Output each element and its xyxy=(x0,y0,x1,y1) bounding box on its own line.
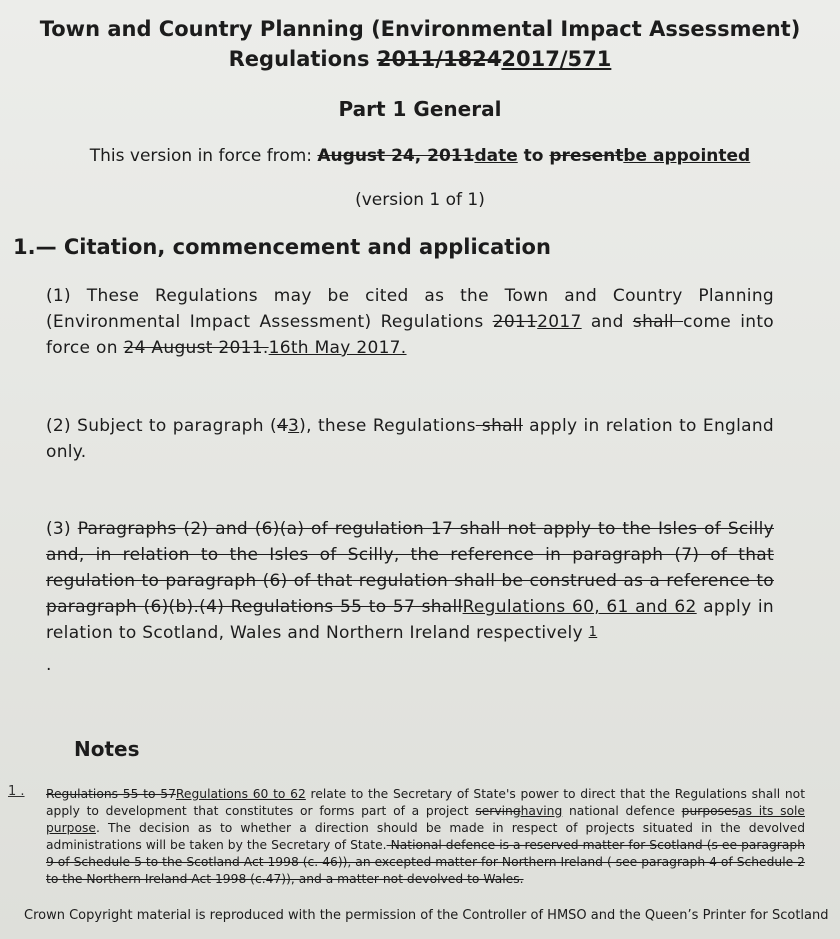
deleted-start-date: August 24, 2011 xyxy=(317,146,475,166)
inserted-end: be appointed xyxy=(623,146,751,166)
inserted-sole-purpose: as its sole purpose xyxy=(46,804,805,835)
document-title xyxy=(0,14,840,74)
para1-text: (1) These Regulations may be cited as the Town and Country Planning (Environmental Impact Assessment) Regulations xyxy=(46,286,774,332)
paragraph-3 xyxy=(46,516,774,646)
paragraph-2 xyxy=(46,413,774,465)
deleted-year: 2011 xyxy=(492,312,538,332)
deleted-date: 24 August 2011. xyxy=(123,338,269,358)
note-text-3: . The decision as to whether a direction should be made in respect of projects situated in the devolved administrations will be taken by the Secretary of State. xyxy=(46,821,805,852)
para2-apply: apply in relation to England only. xyxy=(46,416,775,462)
para1-and: and xyxy=(581,312,633,332)
inserted-regulations: Regulations 60 to 62 xyxy=(175,787,306,801)
note-1-text xyxy=(46,786,805,888)
version-label: (version 1 of 1) xyxy=(355,190,485,210)
stray-dot: . xyxy=(46,655,52,675)
title-line-2 xyxy=(0,44,840,74)
inserted-paragraph-number: 3 xyxy=(288,416,300,436)
note-text-2: national defence xyxy=(562,804,682,818)
note-number-link[interactable]: 1 . xyxy=(8,784,25,799)
deleted-shall: shall xyxy=(632,312,684,332)
copyright-notice: Crown Copyright material is reproduced with the permission of the Controller of HMSO and the Queen’s Printer for Scotland xyxy=(24,908,829,923)
inserted-year: 2017 xyxy=(537,312,582,332)
title-prefix: Regulations xyxy=(228,47,377,71)
deleted-national-defence: National defence is a reserved matter for Scotland (s ee paragraph 9 of Schedule 5 to the Scotland Act 1998 (c. 46)), an excepted matter for Northern Ireland ( see paragraph 4 of Schedule 2 to the Northern Ireland Act 1998 (c.47)), and a matter not devolved to Wales. xyxy=(46,838,805,886)
inserted-date: 16th May 2017. xyxy=(268,338,407,358)
title-deleted-number: 2011/1824 xyxy=(376,47,502,71)
deleted-paragraph-number: 4 xyxy=(276,416,289,436)
notes-heading: Notes xyxy=(74,737,140,761)
to-word: to xyxy=(517,146,550,166)
inserted-start-date: date xyxy=(474,146,518,166)
in-force-line xyxy=(0,146,840,166)
in-force-prefix: This version in force from: xyxy=(89,146,318,166)
footnote-link[interactable]: 1 xyxy=(588,625,598,640)
inserted-regulations: Regulations 60, 61 and 62 xyxy=(462,597,697,617)
para2-regulations: ), these Regulations xyxy=(299,416,476,436)
inserted-having: having xyxy=(520,804,563,818)
deleted-text: Paragraphs (2) and (6)(a) of regulation 17 shall not apply to the Isles of Scilly and, in relation to the Isles of Scilly, the reference in paragraph (7) of that regulation to paragraph (6) of that regulation shall be construed as a reference to paragraph (6)(b).(4) Regulations 55 to 57 shall xyxy=(46,519,774,617)
deleted-purposes: purposes xyxy=(681,804,739,818)
para3-number: (3) xyxy=(46,519,78,539)
deleted-end: present xyxy=(549,146,624,166)
deleted-serving: serving xyxy=(475,804,521,818)
note-number[interactable] xyxy=(8,784,25,799)
title-line-1: Town and Country Planning (Environmental Impact Assessment) xyxy=(39,17,801,41)
paragraph-1 xyxy=(46,283,774,361)
part-heading: Part 1 General xyxy=(338,97,502,121)
title-inserted-number: 2017/571 xyxy=(501,47,612,71)
section-heading: 1.— Citation, commencement and application xyxy=(13,235,551,259)
para1-come-into-force: come into force on xyxy=(46,312,775,358)
deleted-regulations: Regulations 55 to 57 xyxy=(46,787,176,801)
para3-apply: apply in relation to Scotland, Wales and Northern Ireland respectively xyxy=(46,597,774,643)
deleted-shall: shall xyxy=(475,416,523,436)
para2-text: (2) Subject to paragraph ( xyxy=(46,416,277,436)
note-text-1: relate to the Secretary of State's power to direct that the Regulations shall not apply to development that constitutes or forms part of a project xyxy=(46,787,806,818)
